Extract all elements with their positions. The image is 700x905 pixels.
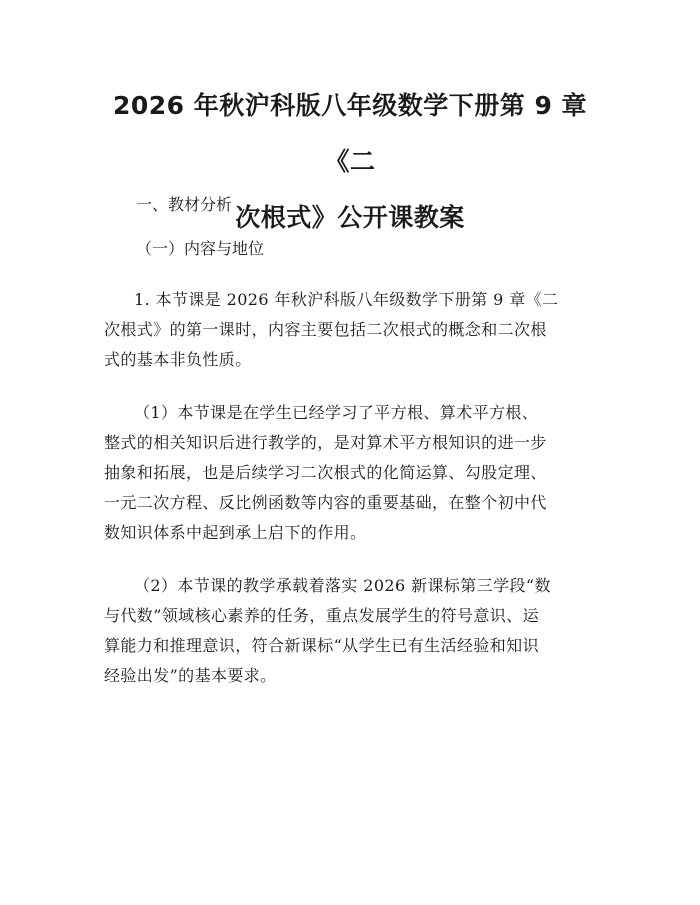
paragraph-line: （1）本节课是在学生已经学习了平方根、算术平方根、 — [134, 403, 539, 422]
paragraph-2 — [104, 398, 604, 548]
paragraph-line: 次根式》的第一课时，内容主要包括二次根式的概念和二次根 — [104, 320, 547, 339]
paragraph-3 — [104, 571, 604, 691]
paragraph-line: 抽象和拓展，也是后续学习二次根式的化简运算、勾股定理、 — [104, 463, 547, 482]
paragraph-line: 整式的相关知识后进行教学的，是对算术平方根知识的进一步 — [104, 433, 547, 452]
subsection-heading: （一）内容与地位 — [136, 239, 265, 258]
document-title — [90, 78, 610, 246]
paragraph-line: 算能力和推理意识，符合新课标“从学生已有生活经验和知识 — [104, 636, 539, 655]
paragraph-1 — [104, 285, 604, 375]
title-line: 2026 年秋沪科版八年级数学下册第 9 章《二 — [112, 91, 588, 176]
title-line: 次根式》公开课教案 — [235, 203, 465, 232]
section-heading: 一、教材分析 — [136, 195, 233, 214]
paragraph-line: 经验出发”的基本要求。 — [104, 666, 277, 685]
paragraph-line: 一元二次方程、反比例函数等内容的重要基础，在整个初中代 — [104, 493, 547, 512]
paragraph-line: 数知识体系中起到承上启下的作用。 — [104, 523, 367, 542]
paragraph-line: 1. 本节课是 2026 年秋沪科版八年级数学下册第 9 章《二 — [134, 290, 559, 309]
paragraph-line: 与代数”领域核心素养的任务，重点发展学生的符号意识、运 — [104, 606, 539, 625]
paragraph-line: 式的基本非负性质。 — [104, 350, 252, 369]
paragraph-line: （2）本节课的教学承载着落实 2026 新课标第三学段“数 — [134, 576, 551, 595]
